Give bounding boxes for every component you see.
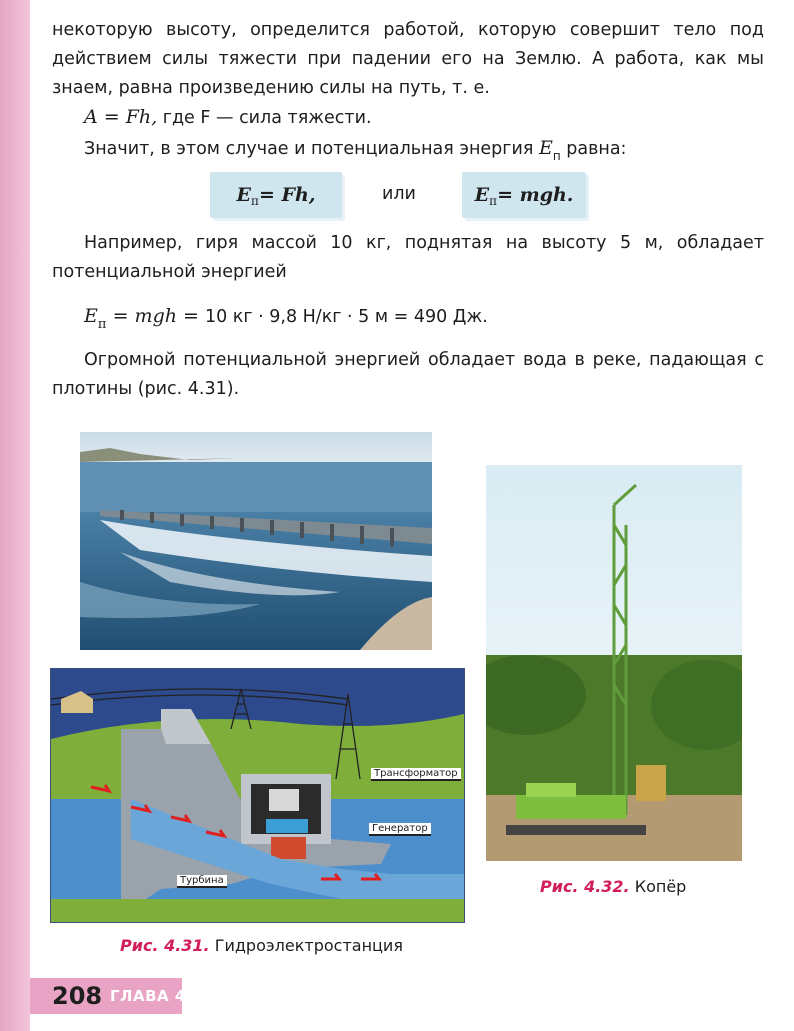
formula-box-left-var: E bbox=[236, 184, 252, 206]
dam-photo bbox=[80, 432, 432, 650]
paragraph-1: некоторую высоту, определится работой, которую совершит тело под действием силы тяжести при падении его на Землю. А работа, как мы знаем, равна произведению силы на путь, т. е. bbox=[52, 20, 764, 98]
page-margin-strip bbox=[0, 0, 30, 1031]
paragraph-3: Например, гиря массой 10 кг, поднятая на высоту 5 м, обладает потенциальной энергией bbox=[52, 233, 764, 282]
formula-box-left-sub: п bbox=[251, 194, 260, 208]
caption-fig-4-31-text: Гидроэлектростанция bbox=[209, 936, 403, 955]
chapter-label: ГЛАВА 4 bbox=[110, 987, 186, 1005]
formula-work-note: где F — сила тяжести. bbox=[157, 108, 372, 128]
hydro-plant-diagram bbox=[50, 668, 465, 923]
formula-box-right-var: E bbox=[474, 184, 490, 206]
label-turbine: Турбина bbox=[177, 875, 227, 888]
calc-var: E bbox=[84, 305, 98, 327]
formula-box-left-rest: = Fh, bbox=[259, 184, 316, 206]
formula-box-right-rest: = mgh. bbox=[497, 184, 574, 206]
label-transformer: Трансформатор bbox=[371, 768, 461, 781]
or-word: или bbox=[382, 184, 416, 204]
calc-expr: = mgh = bbox=[106, 305, 205, 327]
paragraph-2-end: равна: bbox=[560, 139, 627, 159]
formula-calculation bbox=[84, 305, 488, 332]
formula-box-right bbox=[462, 172, 586, 218]
pile-driver-photo bbox=[486, 465, 742, 861]
formula-box-left bbox=[210, 172, 342, 218]
page-number: 208 bbox=[52, 982, 103, 1010]
formula-box-right-sub: п bbox=[489, 194, 498, 208]
paragraph-4: Огромной потенциальной энергией обладает вода в реке, падающая с плотины (рис. 4.31). bbox=[52, 350, 764, 399]
formula-work bbox=[84, 106, 372, 128]
label-generator: Генератор bbox=[369, 823, 431, 836]
paragraph-2-var: E bbox=[538, 137, 553, 159]
caption-fig-4-32 bbox=[540, 877, 686, 896]
formula-work-expr: A = Fh, bbox=[84, 106, 158, 128]
paragraph-2-text: Значит, в этом случае и потенциальная энергия bbox=[84, 139, 539, 159]
calc-sub: п bbox=[97, 317, 107, 332]
caption-fig-4-31 bbox=[120, 936, 403, 955]
caption-fig-4-31-label: Рис. 4.31. bbox=[120, 936, 210, 955]
caption-fig-4-32-label: Рис. 4.32. bbox=[540, 877, 630, 896]
paragraph-2 bbox=[84, 134, 764, 165]
paragraph-2-sub: п bbox=[552, 149, 561, 163]
calc-values: 10 кг · 9,8 Н/кг · 5 м = 490 Дж. bbox=[204, 307, 488, 327]
caption-fig-4-32-text: Копёр bbox=[629, 877, 687, 896]
